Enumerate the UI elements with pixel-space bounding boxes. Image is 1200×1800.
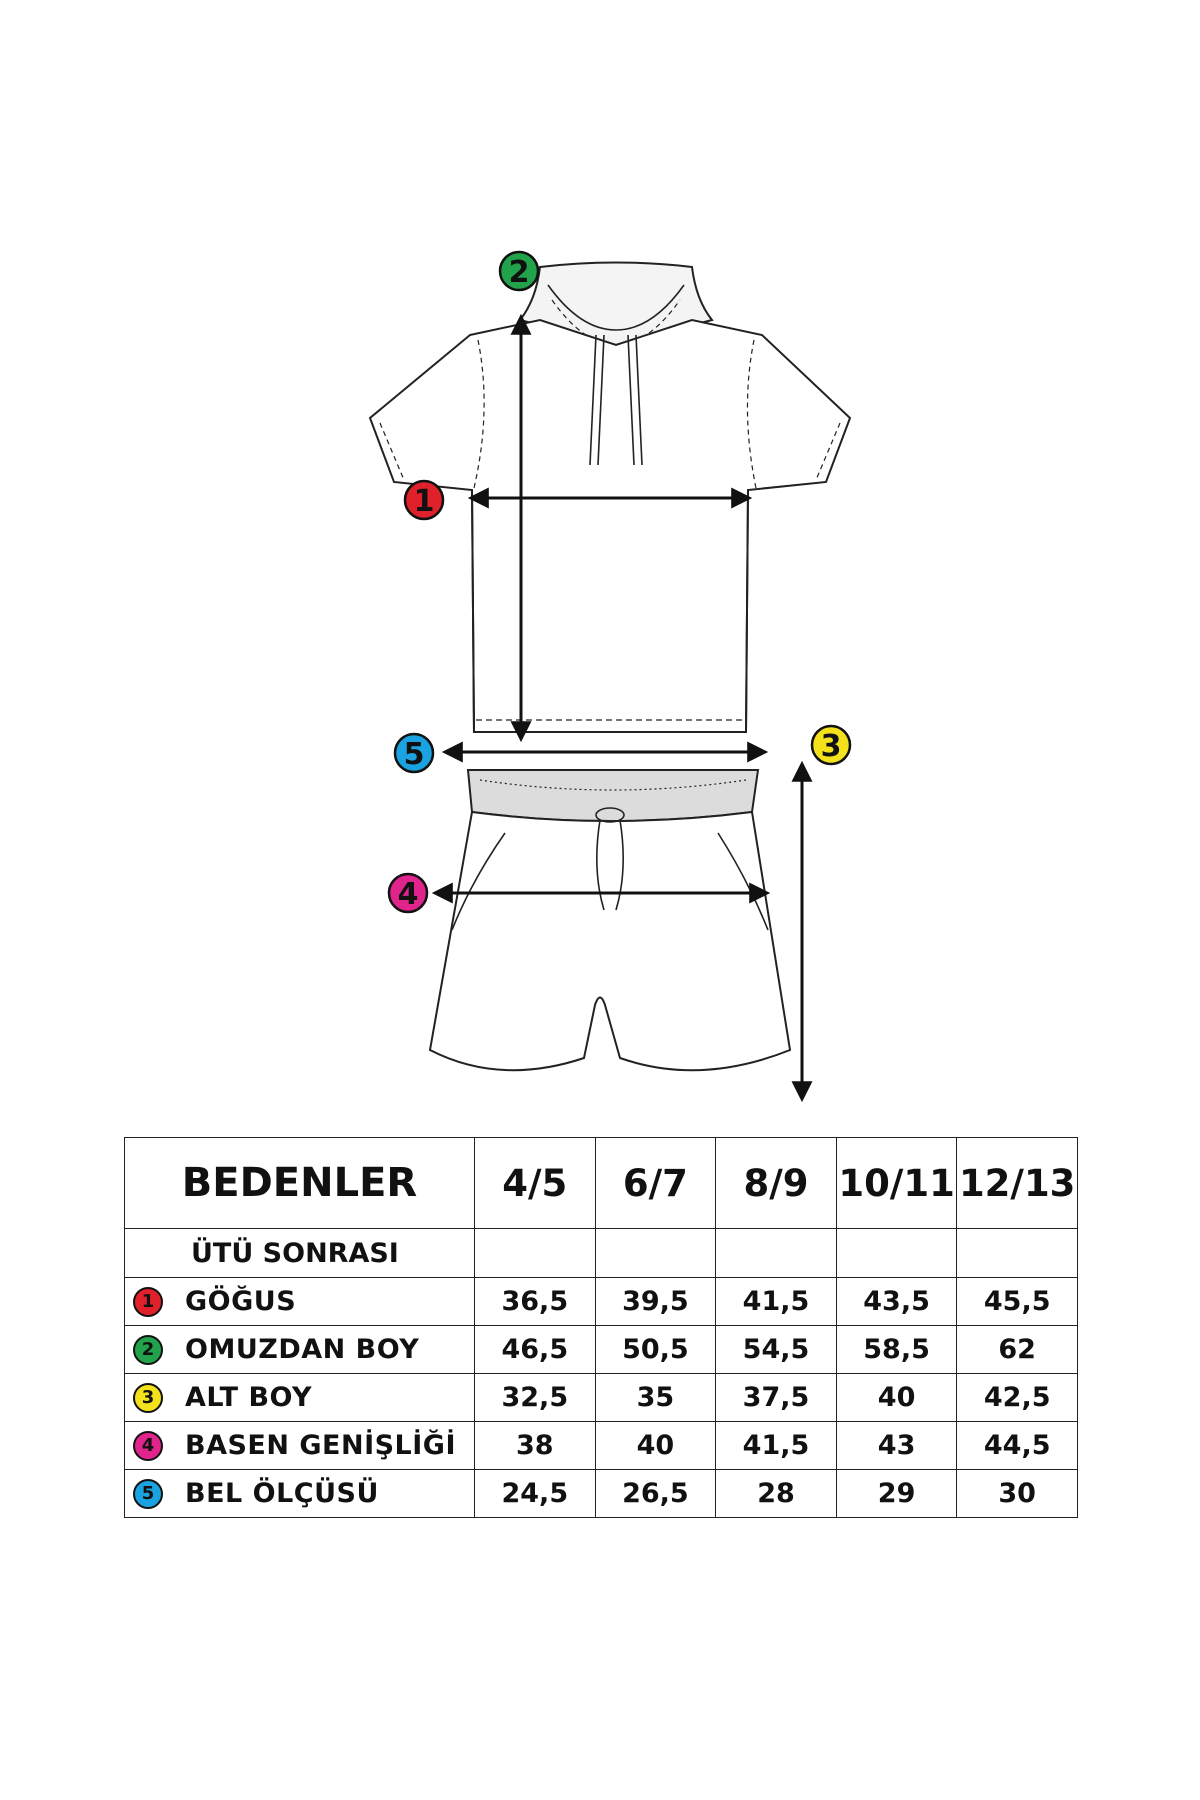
marker-dot-4: 4	[133, 1431, 163, 1461]
svg-text:3: 3	[820, 729, 842, 764]
marker-dot-1: 1	[133, 1287, 163, 1317]
marker-dot-2: 2	[133, 1335, 163, 1365]
table-row	[125, 1374, 1078, 1422]
value-cell: 30	[957, 1470, 1078, 1518]
value-cell: 24,5	[475, 1470, 596, 1518]
badge-2	[500, 252, 538, 290]
value-cell: 39,5	[595, 1278, 716, 1326]
value-cell: 44,5	[957, 1422, 1078, 1470]
value-cell: 42,5	[957, 1374, 1078, 1422]
shorts-body	[430, 812, 790, 1070]
row-label: ALT BOY	[185, 1382, 313, 1413]
value-cell: 37,5	[716, 1374, 837, 1422]
badge-4	[389, 874, 427, 912]
table-header-row	[125, 1138, 1078, 1229]
value-cell: 43	[836, 1422, 957, 1470]
size-header: 6/7	[595, 1138, 716, 1229]
badge-5	[395, 734, 433, 772]
badge-1	[405, 481, 443, 519]
value-cell: 40	[595, 1422, 716, 1470]
size-header: 8/9	[716, 1138, 837, 1229]
value-cell: 54,5	[716, 1326, 837, 1374]
svg-text:2: 2	[508, 255, 530, 290]
row-label: GÖĞUS	[185, 1286, 297, 1317]
size-header: 10/11	[836, 1138, 957, 1229]
value-cell: 50,5	[595, 1326, 716, 1374]
subheader-label: ÜTÜ SONRASI	[191, 1237, 399, 1269]
value-cell: 40	[836, 1374, 957, 1422]
value-cell: 32,5	[475, 1374, 596, 1422]
table-subheader-row	[125, 1229, 1078, 1278]
svg-text:5: 5	[403, 737, 425, 772]
waistband	[468, 770, 758, 821]
svg-text:1: 1	[413, 484, 435, 519]
table-row	[125, 1470, 1078, 1518]
shorts-illustration	[430, 770, 790, 1070]
table-row	[125, 1278, 1078, 1326]
size-chart-table	[124, 1137, 1078, 1518]
row-label: OMUZDAN BOY	[185, 1334, 420, 1365]
value-cell: 58,5	[836, 1326, 957, 1374]
row-label: BEL ÖLÇÜSÜ	[185, 1478, 379, 1509]
marker-dot-5: 5	[133, 1479, 163, 1509]
value-cell: 41,5	[716, 1278, 837, 1326]
value-cell: 45,5	[957, 1278, 1078, 1326]
marker-dot-3: 3	[133, 1383, 163, 1413]
badge-3	[812, 726, 850, 764]
header-label: BEDENLER	[125, 1138, 475, 1229]
value-cell: 38	[475, 1422, 596, 1470]
row-label: BASEN GENİŞLİĞİ	[185, 1430, 457, 1461]
size-header: 4/5	[475, 1138, 596, 1229]
svg-text:4: 4	[397, 877, 419, 912]
value-cell: 35	[595, 1374, 716, 1422]
value-cell: 28	[716, 1470, 837, 1518]
value-cell: 41,5	[716, 1422, 837, 1470]
value-cell: 46,5	[475, 1326, 596, 1374]
value-cell: 29	[836, 1470, 957, 1518]
value-cell: 62	[957, 1326, 1078, 1374]
value-cell: 36,5	[475, 1278, 596, 1326]
value-cell: 43,5	[836, 1278, 957, 1326]
size-header: 12/13	[957, 1138, 1078, 1229]
table-row	[125, 1422, 1078, 1470]
value-cell: 26,5	[595, 1470, 716, 1518]
table-row	[125, 1326, 1078, 1374]
hoodie-body	[370, 320, 850, 732]
